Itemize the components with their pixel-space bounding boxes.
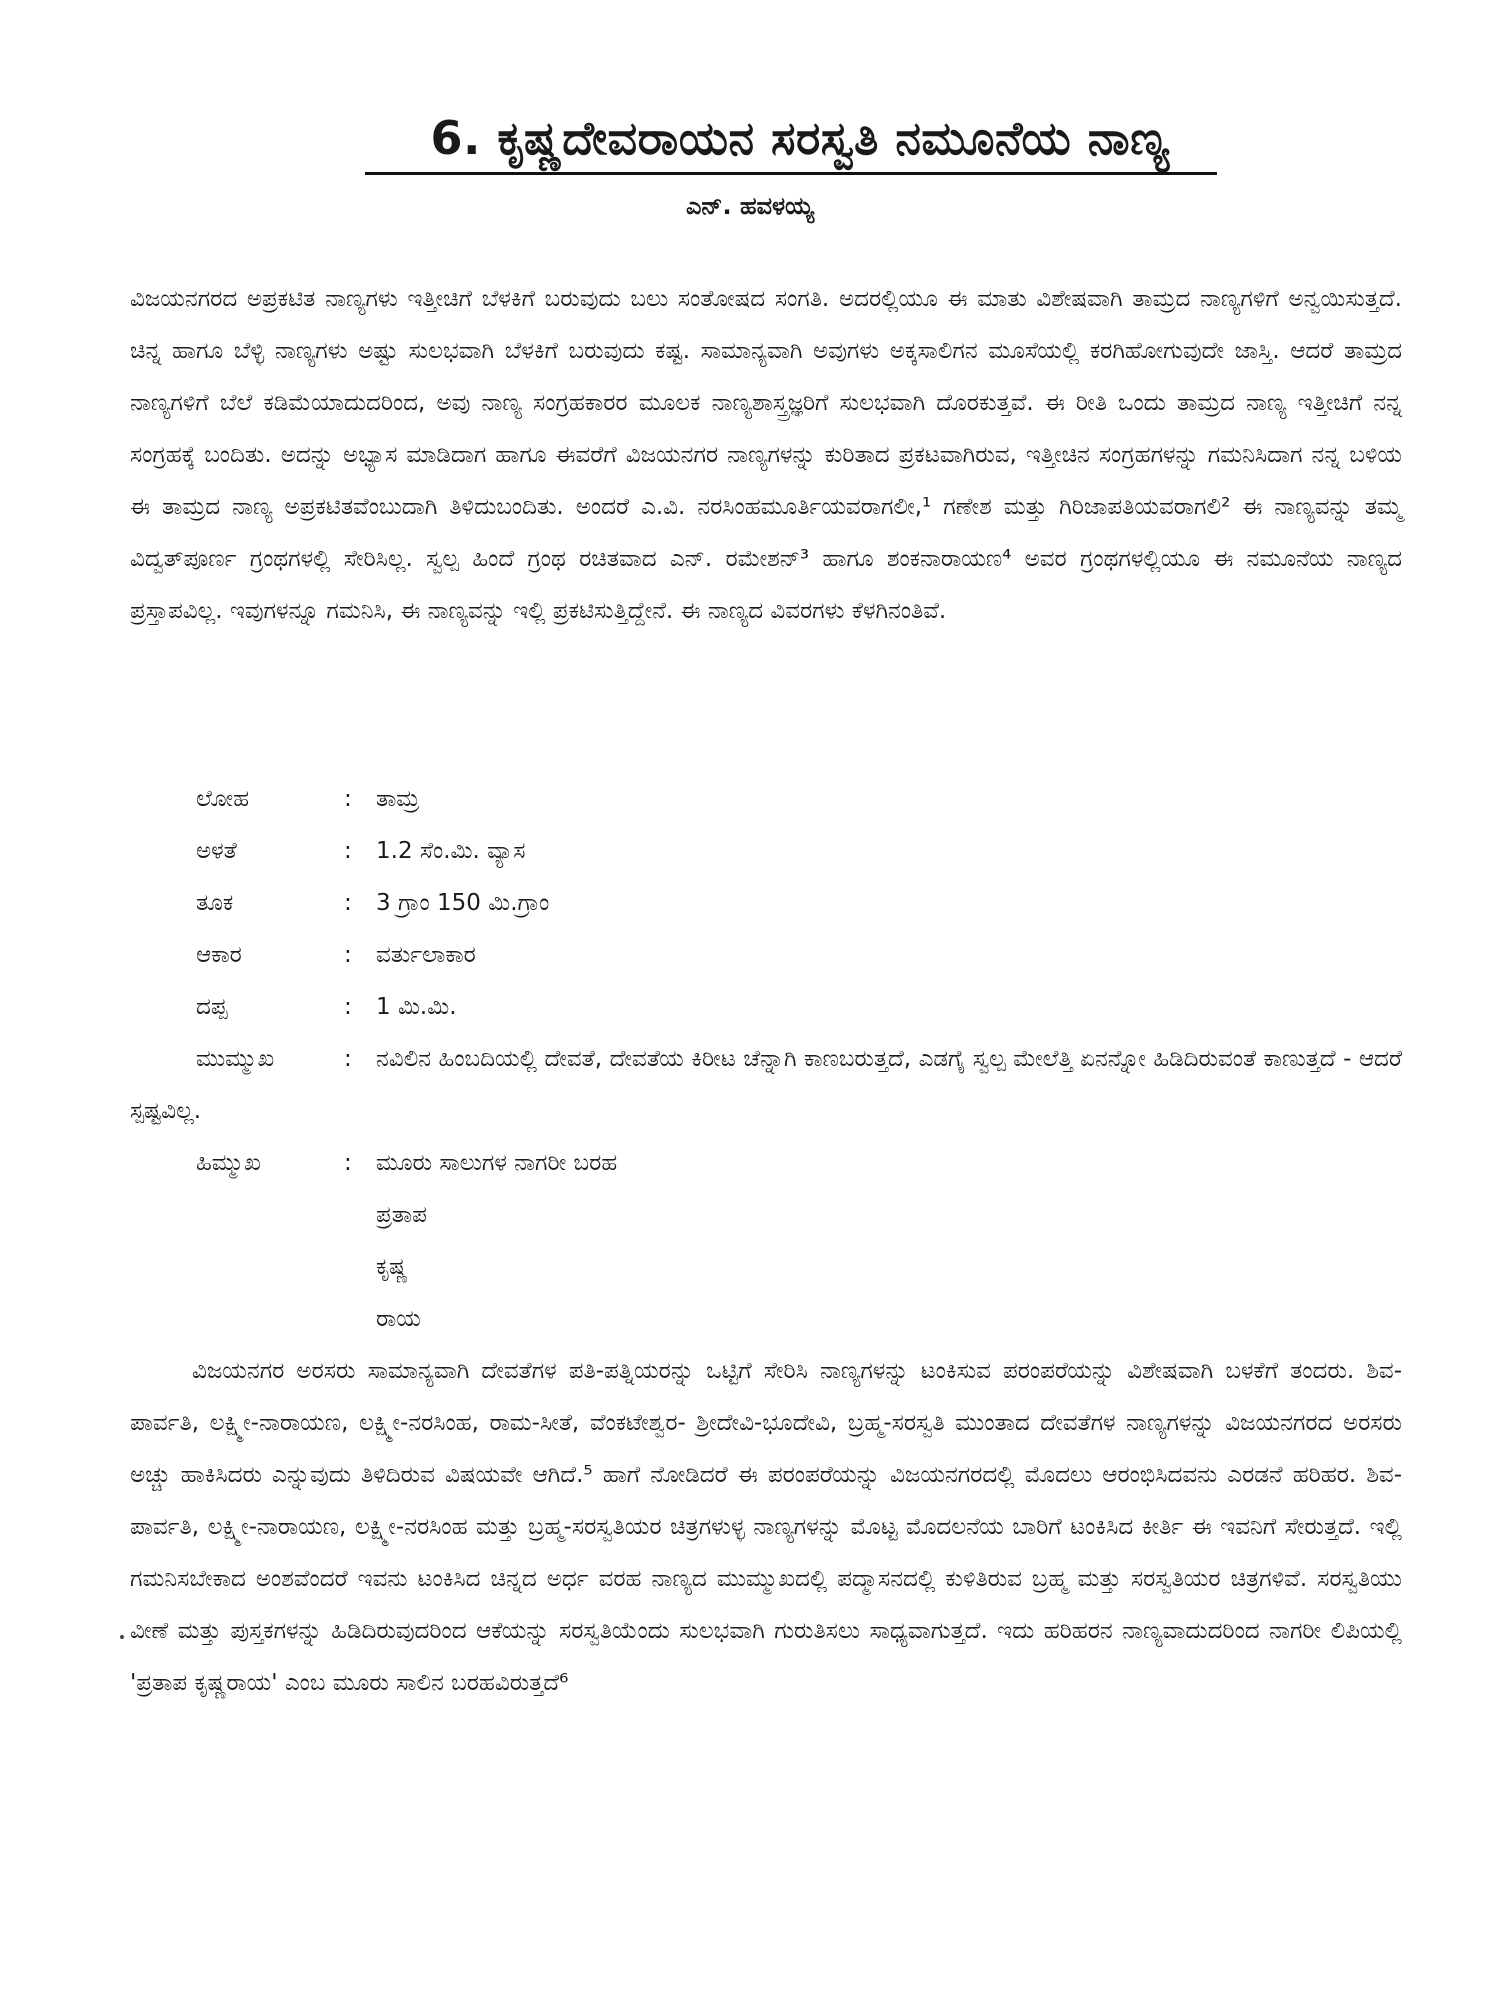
spec-value: 1 ಮಿ.ಮಿ. [376, 994, 457, 1020]
reverse-label: ಹಿಮ್ಮುಖ [196, 1150, 261, 1176]
title-underline [365, 172, 1217, 175]
spec-value: ವರ್ತುಲಾಕಾರ [376, 942, 476, 968]
coin-specs [196, 773, 1402, 1033]
obverse-description [130, 1033, 1402, 1137]
spec-label: ಲೋಹ [196, 786, 250, 812]
spec-colon: : [344, 942, 352, 968]
legend-line-1: ಪ್ರತಾಪ [376, 1202, 427, 1228]
spec-row-shape [196, 929, 1402, 981]
reverse-text: ಮೂರು ಸಾಲುಗಳ ನಾಗರೀ ಬರಹ [376, 1150, 618, 1176]
spec-label: ಆಕಾರ [196, 942, 242, 968]
reverse-description [196, 1137, 1402, 1345]
spec-label: ತೂಕ [196, 890, 234, 916]
paragraph-main: ವಿಜಯನಗರ ಅರಸರು ಸಾಮಾನ್ಯವಾಗಿ ದೇವತೆಗಳ ಪತಿ-ಪತ್ನಿಯರನ್ನು ಒಟ್ಟಿಗೆ ಸೇರಿಸಿ ನಾಣ್ಯಗಳನ್ನು ಟಂಕಿಸುವ ಪರಂಪರೆಯನ್ನು ವಿಶೇಷವಾಗಿ ಬಳಕೆಗೆ ತಂದರು. ಶಿವ-ಪಾರ್ವತಿ, ಲಕ್ಷ್ಮೀ-ನಾರಾಯಣ, ಲಕ್ಷ್ಮೀ-ನರಸಿಂಹ, ರಾಮ-ಸೀತೆ, ವೆಂಕಟೇಶ್ವರ- ಶ್ರೀದೇವಿ-ಭೂದೇವಿ, ಬ್ರಹ್ಮ-ಸರಸ್ವತಿ ಮುಂತಾದ ದೇವತೆಗಳ ನಾಣ್ಯಗಳನ್ನು ವಿಜಯನಗರದ ಅರಸರು ಅಚ್ಚು ಹಾಕಿಸಿದರು ಎನ್ನುವುದು ತಿಳಿದಿರುವ ವಿಷಯವೇ ಆಗಿದೆ.⁵ ಹಾಗೆ ನೋಡಿದರೆ ಈ ಪರಂಪರೆಯನ್ನು ವಿಜಯನಗರದಲ್ಲಿ ಮೊದಲು ಆರಂಭಿಸಿದವನು ಎರಡನೆ ಹರಿಹರ. ಶಿವ-ಪಾರ್ವತಿ, ಲಕ್ಷ್ಮೀ-ನಾರಾಯಣ, ಲಕ್ಷ್ಮೀ-ನರಸಿಂಹ ಮತ್ತು ಬ್ರಹ್ಮ-ಸರಸ್ವತಿಯರ ಚಿತ್ರಗಳುಳ್ಳ ನಾಣ್ಯಗಳನ್ನು ಮೊಟ್ಟ ಮೊದಲನೆಯ ಬಾರಿಗೆ ಟಂಕಿಸಿದ ಕೀರ್ತಿ ಈ ಇವನಿಗೆ ಸೇರುತ್ತದೆ. ಇಲ್ಲಿ ಗಮನಿಸಬೇಕಾದ ಅಂಶವೆಂದರೆ ಇವನು ಟಂಕಿಸಿದ ಚಿನ್ನದ ಅರ್ಧ ವರಹ ನಾಣ್ಯದ ಮುಮ್ಮುಖದಲ್ಲಿ ಪದ್ಮಾಸನದಲ್ಲಿ ಕುಳಿತಿರುವ ಬ್ರಹ್ಮ ಮತ್ತು ಸರಸ್ವತಿಯರ ಚಿತ್ರಗಳಿವೆ. ಸರಸ್ವತಿಯು ವೀಣೆ ಮತ್ತು ಪುಸ್ತಕಗಳನ್ನು ಹಿಡಿದಿರುವುದರಿಂದ ಆಕೆಯನ್ನು ಸರಸ್ವತಿಯೆಂದು ಸುಲಭವಾಗಿ ಗುರುತಿಸಲು ಸಾಧ್ಯವಾಗುತ್ತದೆ. ಇದು ಹರಿಹರನ ನಾಣ್ಯವಾದುದರಿಂದ ನಾಗರೀ ಲಿಪಿಯಲ್ಲಿ 'ಪ್ರತಾಪ ಕೃಷ್ಣರಾಯ' ಎಂಬ ಮೂರು ಸಾಲಿನ ಬರಹವಿರುತ್ತದೆ⁶ [130, 1358, 1402, 1696]
spec-row-thickness [196, 981, 1402, 1033]
reverse-colon: : [344, 1150, 352, 1176]
obverse-colon: : [344, 1046, 352, 1072]
legend-line-2: ಕೃಷ್ಣ [376, 1254, 408, 1280]
spec-value: 3 ಗ್ರಾಂ 150 ಮಿ.ಗ್ರಾಂ [376, 890, 550, 916]
spec-value: 1.2 ಸೆಂ.ಮಿ. ವ್ಯಾಸ [376, 838, 526, 864]
spec-label: ಅಳತೆ [196, 838, 237, 864]
spec-row-weight [196, 877, 1402, 929]
article-title: 6. ಕೃಷ್ಣದೇವರಾಯನ ಸರಸ್ವತಿ ನಮೂನೆಯ ನಾಣ್ಯ [430, 111, 1170, 165]
legend-line-3: ರಾಯ [376, 1306, 421, 1332]
spec-colon: : [344, 994, 352, 1020]
scan-speck [120, 1635, 124, 1639]
article-author: ಎನ್. ಹವಳಯ್ಯ [685, 192, 815, 220]
spec-colon: : [344, 838, 352, 864]
obverse-text: ನವಿಲಿನ ಹಿಂಬದಿಯಲ್ಲಿ ದೇವತೆ, ದೇವತೆಯ ಕಿರೀಟ ಚೆನ್ನಾಗಿ ಕಾಣಬರುತ್ತದೆ, ಎಡಗೈ ಸ್ವಲ್ಪ ಮೇಲೆತ್ತಿ ಏನನ್ನೋ ಹಿಡಿದಿರುವಂತೆ ಕಾಣುತ್ತದೆ - ಆದರೆ ಸ್ಪಷ್ಟವಿಲ್ಲ. [130, 1046, 1402, 1124]
spec-label: ದಪ್ಪ [196, 994, 228, 1020]
spec-colon: : [344, 786, 352, 812]
spec-row-metal [196, 773, 1402, 825]
paragraph-intro: ವಿಜಯನಗರದ ಅಪ್ರಕಟಿತ ನಾಣ್ಯಗಳು ಇತ್ತೀಚಿಗೆ ಬೆಳಕಿಗೆ ಬರುವುದು ಬಲು ಸಂತೋಷದ ಸಂಗತಿ. ಅದರಲ್ಲಿಯೂ ಈ ಮಾತು ವಿಶೇಷವಾಗಿ ತಾಮ್ರದ ನಾಣ್ಯಗಳಿಗೆ ಅನ್ವಯಿಸುತ್ತದೆ. ಚಿನ್ನ ಹಾಗೂ ಬೆಳ್ಳಿ ನಾಣ್ಯಗಳು ಅಷ್ಟು ಸುಲಭವಾಗಿ ಬೆಳಕಿಗೆ ಬರುವುದು ಕಷ್ಟ. ಸಾಮಾನ್ಯವಾಗಿ ಅವುಗಳು ಅಕ್ಕಸಾಲಿಗನ ಮೂಸೆಯಲ್ಲಿ ಕರಗಿಹೋಗುವುದೇ ಜಾಸ್ತಿ. ಆದರೆ ತಾಮ್ರದ ನಾಣ್ಯಗಳಿಗೆ ಬೆಲೆ ಕಡಿಮೆಯಾದುದರಿಂದ, ಅವು ನಾಣ್ಯ ಸಂಗ್ರಹಕಾರರ ಮೂಲಕ ನಾಣ್ಯಶಾಸ್ತ್ರಜ್ಞರಿಗೆ ಸುಲಭವಾಗಿ ದೊರಕುತ್ತವೆ. ಈ ರೀತಿ ಒಂದು ತಾಮ್ರದ ನಾಣ್ಯ ಇತ್ತೀಚಿಗೆ ನನ್ನ ಸಂಗ್ರಹಕ್ಕೆ ಬಂದಿತು. ಅದನ್ನು ಅಭ್ಯಾಸ ಮಾಡಿದಾಗ ಹಾಗೂ ಈವರೆಗೆ ವಿಜಯನಗರ ನಾಣ್ಯಗಳನ್ನು ಕುರಿತಾದ ಪ್ರಕಟವಾಗಿರುವ, ಇತ್ತೀಚಿನ ಸಂಗ್ರಹಗಳನ್ನು ಗಮನಿಸಿದಾಗ ನನ್ನ ಬಳಿಯ ಈ ತಾಮ್ರದ ನಾಣ್ಯ ಅಪ್ರಕಟಿತವೆಂಬುದಾಗಿ ತಿಳಿದುಬಂದಿತು. ಅಂದರೆ ಎ.ವಿ. ನರಸಿಂಹಮೂರ್ತಿಯವರಾಗಲೀ,¹ ಗಣೇಶ ಮತ್ತು ಗಿರಿಜಾಪತಿಯವರಾಗಲಿ² ಈ ನಾಣ್ಯವನ್ನು ತಮ್ಮ ವಿದ್ವತ್‌ಪೂರ್ಣ ಗ್ರಂಥಗಳಲ್ಲಿ ಸೇರಿಸಿಲ್ಲ. ಸ್ವಲ್ಪ ಹಿಂದೆ ಗ್ರಂಥ ರಚಿತವಾದ ಎನ್. ರಮೇಶನ್³ ಹಾಗೂ ಶಂಕನಾರಾಯಣ⁴ ಅವರ ಗ್ರಂಥಗಳಲ್ಲಿಯೂ ಈ ನಮೂನೆಯ ನಾಣ್ಯದ ಪ್ರಸ್ತಾಪವಿಲ್ಲ. ಇವುಗಳನ್ನೂ ಗಮನಿಸಿ, ಈ ನಾಣ್ಯವನ್ನು ಇಲ್ಲಿ ಪ್ರಕಟಿಸುತ್ತಿದ್ದೇನೆ. ಈ ನಾಣ್ಯದ ವಿವರಗಳು ಕೆಳಗಿನಂತಿವೆ. [130, 286, 1402, 624]
obverse-label: ಮುಮ್ಮುಖ [196, 1046, 275, 1072]
reverse-row [196, 1137, 1402, 1189]
spec-colon: : [344, 890, 352, 916]
spec-row-size [196, 825, 1402, 877]
spec-value: ತಾಮ್ರ [376, 786, 420, 812]
